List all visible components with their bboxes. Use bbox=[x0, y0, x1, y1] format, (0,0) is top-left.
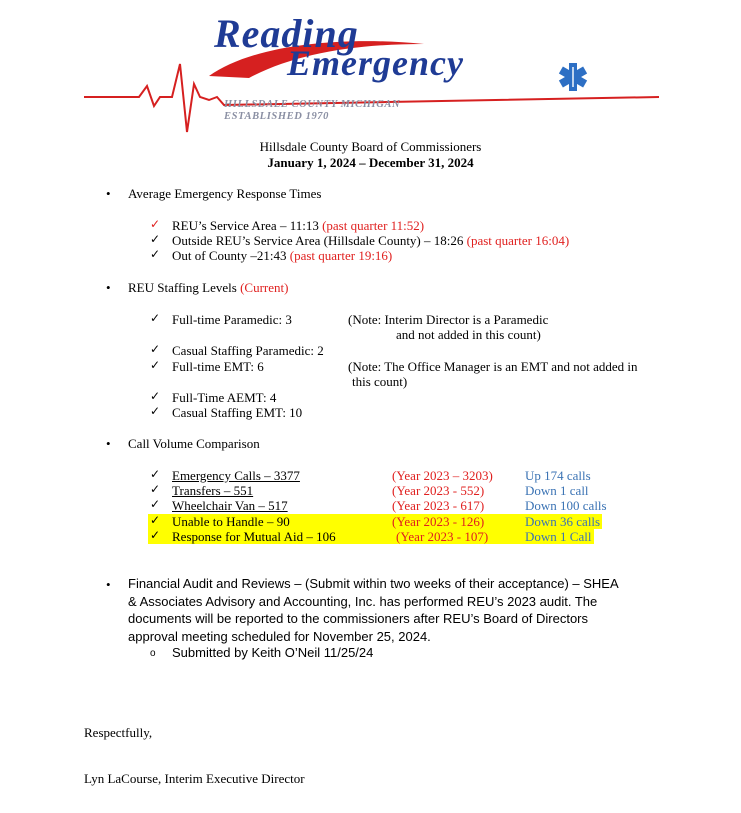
audit-line: approval meeting scheduled for November 25, 2024. bbox=[128, 628, 431, 644]
check-icon: ✓ bbox=[150, 389, 161, 403]
bullet-icon: • bbox=[106, 280, 111, 295]
response-item-past: (past quarter 19:16) bbox=[289, 248, 393, 263]
check-icon: ✓ bbox=[150, 232, 161, 246]
staffing-note: this count) bbox=[352, 374, 408, 389]
bullet-icon: • bbox=[106, 186, 111, 201]
logo-title-reading: Reading bbox=[214, 11, 359, 56]
audit-line: & Associates Advisory and Accounting, Inc. has performed REU’s 2023 audit. The bbox=[128, 593, 598, 609]
response-item bbox=[172, 233, 569, 249]
logo-title-emergency: Emergency bbox=[287, 43, 464, 83]
audit-paragraph bbox=[128, 575, 668, 645]
circle-bullet-icon: o bbox=[150, 648, 156, 659]
call-change: Down 1 Call bbox=[525, 529, 592, 544]
check-icon: ✓ bbox=[150, 217, 161, 231]
section-title-calls: Call Volume Comparison bbox=[128, 436, 260, 451]
staffing-item: Full-time Paramedic: 3 bbox=[172, 312, 292, 327]
call-change: Down 36 calls bbox=[525, 514, 601, 529]
logo bbox=[84, 11, 659, 139]
staffing-note: and not added in this count) bbox=[396, 327, 541, 342]
check-icon: ✓ bbox=[150, 482, 161, 496]
response-item-text: REU’s Service Area – 11:13 bbox=[172, 218, 323, 233]
star-of-life-icon bbox=[559, 63, 587, 91]
bullet-icon: • bbox=[106, 436, 111, 451]
call-label: Emergency Calls – 3377 bbox=[172, 468, 300, 483]
period-heading: January 1, 2024 – December 31, 2024 bbox=[267, 155, 474, 170]
response-item-past: (past quarter 11:52) bbox=[322, 218, 425, 233]
staffing-title-text: REU Staffing Levels bbox=[128, 280, 241, 295]
check-icon: ✓ bbox=[150, 247, 161, 261]
call-prev: (Year 2023 - 126) bbox=[392, 514, 485, 529]
call-change: Up 174 calls bbox=[525, 468, 591, 483]
check-icon: ✓ bbox=[150, 311, 161, 325]
response-item bbox=[172, 218, 424, 234]
check-icon: ✓ bbox=[150, 497, 161, 511]
staffing-note: (Note: Interim Director is a Paramedic bbox=[348, 312, 549, 327]
signature: Lyn LaCourse, Interim Executive Director bbox=[84, 771, 305, 786]
response-item bbox=[172, 248, 392, 264]
call-prev: (Year 2023 - 552) bbox=[392, 483, 485, 498]
salutation: Respectfully, bbox=[84, 725, 153, 740]
audit-line: Financial Audit and Reviews – (Submit within two weeks of their acceptance) – SHEA bbox=[128, 576, 619, 591]
staffing-item: Casual Staffing Paramedic: 2 bbox=[172, 343, 324, 358]
check-icon: ✓ bbox=[150, 342, 161, 356]
call-prev: (Year 2023 - 617) bbox=[392, 498, 485, 513]
response-item-text: Out of County –21:43 bbox=[172, 248, 290, 263]
check-icon: ✓ bbox=[150, 467, 161, 481]
staffing-note: (Note: The Office Manager is an EMT and not added in bbox=[348, 359, 638, 374]
call-change: Down 100 calls bbox=[525, 498, 607, 513]
logo-subtitle-established: ESTABLISHED 1970 bbox=[224, 111, 330, 122]
check-icon: ✓ bbox=[150, 513, 161, 527]
staffing-item: Full-time EMT: 6 bbox=[172, 359, 264, 374]
staffing-item: Casual Staffing EMT: 10 bbox=[172, 405, 303, 420]
call-prev: (Year 2023 - 107) bbox=[396, 529, 489, 544]
org-heading: Hillsdale County Board of Commissioners bbox=[259, 139, 482, 154]
section-title-response: Average Emergency Response Times bbox=[128, 186, 322, 201]
staffing-item: Full-Time AEMT: 4 bbox=[172, 390, 277, 405]
logo-subtitle-county: HILLSDALE COUNTY MICHIGAN bbox=[224, 99, 401, 110]
check-icon: ✓ bbox=[150, 404, 161, 418]
call-label: Wheelchair Van – 517 bbox=[172, 498, 288, 513]
call-change: Down 1 call bbox=[525, 483, 589, 498]
response-item-text: Outside REU’s Service Area (Hillsdale County) – 18:26 bbox=[172, 233, 467, 248]
call-prev: (Year 2023 – 3203) bbox=[392, 468, 493, 483]
response-item-past: (past quarter 16:04) bbox=[466, 233, 570, 248]
section-title-staffing bbox=[128, 280, 288, 296]
call-label: Response for Mutual Aid – 106 bbox=[172, 529, 336, 544]
check-icon: ✓ bbox=[150, 528, 161, 542]
staffing-title-note: (Current) bbox=[240, 280, 289, 295]
call-label: Transfers – 551 bbox=[172, 483, 254, 498]
call-label: Unable to Handle – 90 bbox=[172, 514, 290, 529]
check-icon: ✓ bbox=[150, 358, 161, 372]
audit-submitted: Submitted by Keith O’Neil 11/25/24 bbox=[172, 645, 374, 660]
audit-line: documents will be reported to the commissioners after REU’s Board of Directors bbox=[128, 611, 589, 626]
bullet-icon: • bbox=[106, 577, 111, 592]
